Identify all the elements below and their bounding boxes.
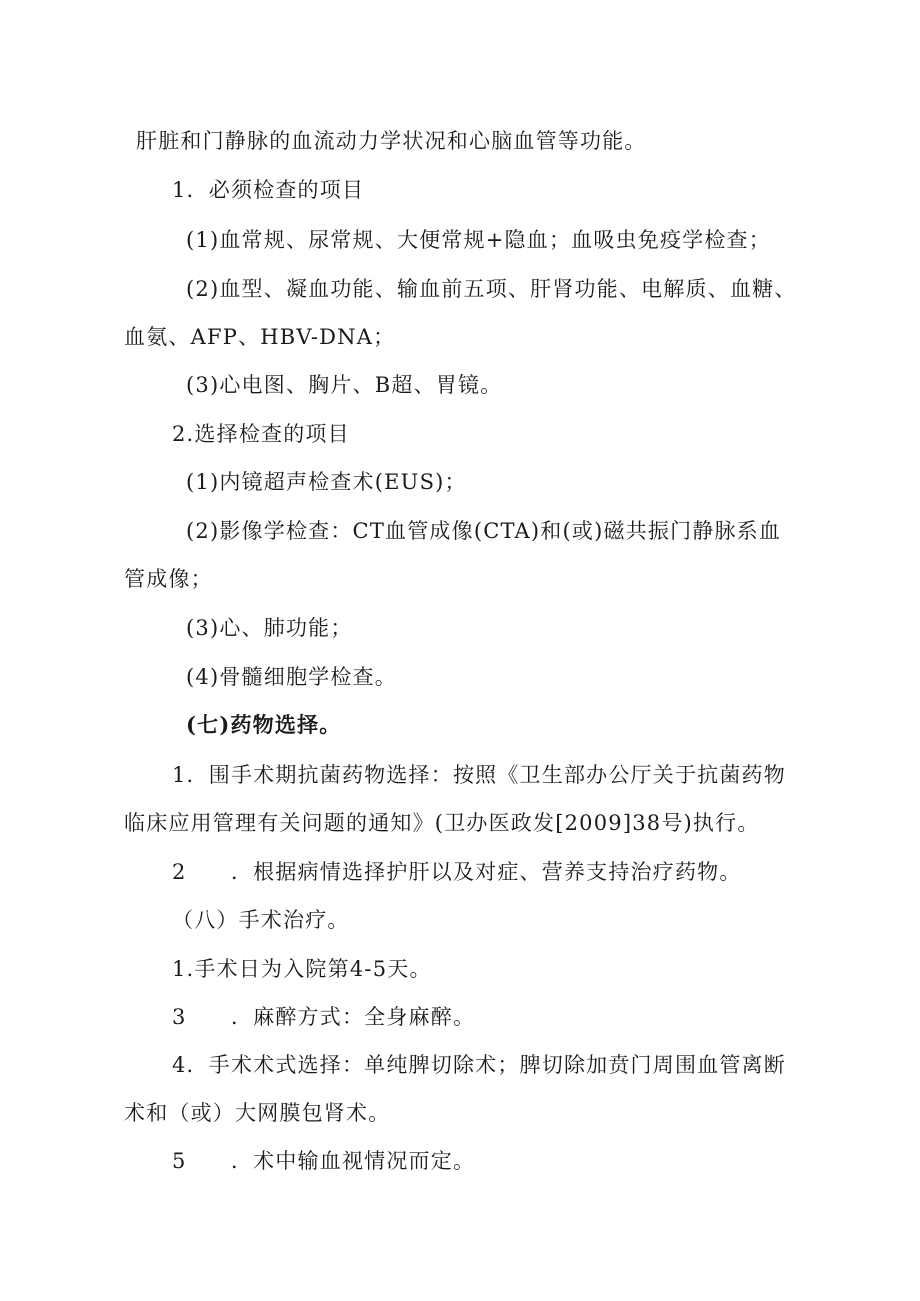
section-heading-surgery: （八）手术治疗。 — [172, 908, 350, 932]
text-line-surgery-day: 1.手术日为入院第4-5天。 — [172, 957, 432, 981]
text-line-required-exam-2: (2)血型、凝血功能、输血前五项、肝肾功能、电解质、血糖、 — [186, 277, 797, 301]
section-heading-drug-selection: (七)药物选择。 — [186, 712, 342, 737]
text-line-anesthesia: 3 ．麻醉方式：全身麻醉。 — [172, 1005, 476, 1029]
text-line-antibiotics-cont: 临床应用管理有关问题的通知》(卫办医政发[2009]38号)执行。 — [124, 811, 760, 835]
text-line-transfusion: 5 ．术中输血视情况而定。 — [172, 1149, 476, 1173]
text-line-required-exams-heading: 1．必须检查的项目 — [172, 178, 365, 202]
text-line-surgical-method: 4．手术术式选择：单纯脾切除术；脾切除加贲门周围血管离断 — [172, 1053, 786, 1077]
text-line-liver-protection: 2 ．根据病情选择护肝以及对症、营养支持治疗药物。 — [172, 860, 742, 884]
text-line-optional-exam-2-cont: 管成像； — [124, 567, 213, 591]
text-line-continuation: 肝脏和门静脉的血流动力学状况和心脑血管等功能。 — [136, 129, 647, 153]
text-line-optional-exam-1: (1)内镜超声检查术(EUS)； — [186, 470, 467, 494]
text-line-optional-exam-4: (4)骨髓细胞学检查。 — [186, 665, 397, 689]
text-line-optional-exam-3: (3)心、肺功能； — [186, 616, 353, 640]
text-line-required-exam-1: (1)血常规、尿常规、大便常规+隐血；血吸虫免疫学检查； — [186, 228, 771, 252]
text-line-required-exam-2-cont: 血氨、AFP、HBV-DNA； — [124, 325, 396, 349]
text-line-antibiotics: 1．围手术期抗菌药物选择：按照《卫生部办公厅关于抗菌药物 — [172, 763, 786, 787]
text-line-optional-exam-2: (2)影像学检查：CT血管成像(CTA)和(或)磁共振门静脉系血 — [186, 519, 782, 543]
text-line-optional-exams-heading: 2.选择检查的项目 — [172, 422, 350, 446]
text-line-required-exam-3: (3)心电图、胸片、B超、胃镜。 — [186, 373, 503, 397]
text-line-surgical-method-cont: 术和（或）大网膜包肾术。 — [124, 1101, 391, 1125]
